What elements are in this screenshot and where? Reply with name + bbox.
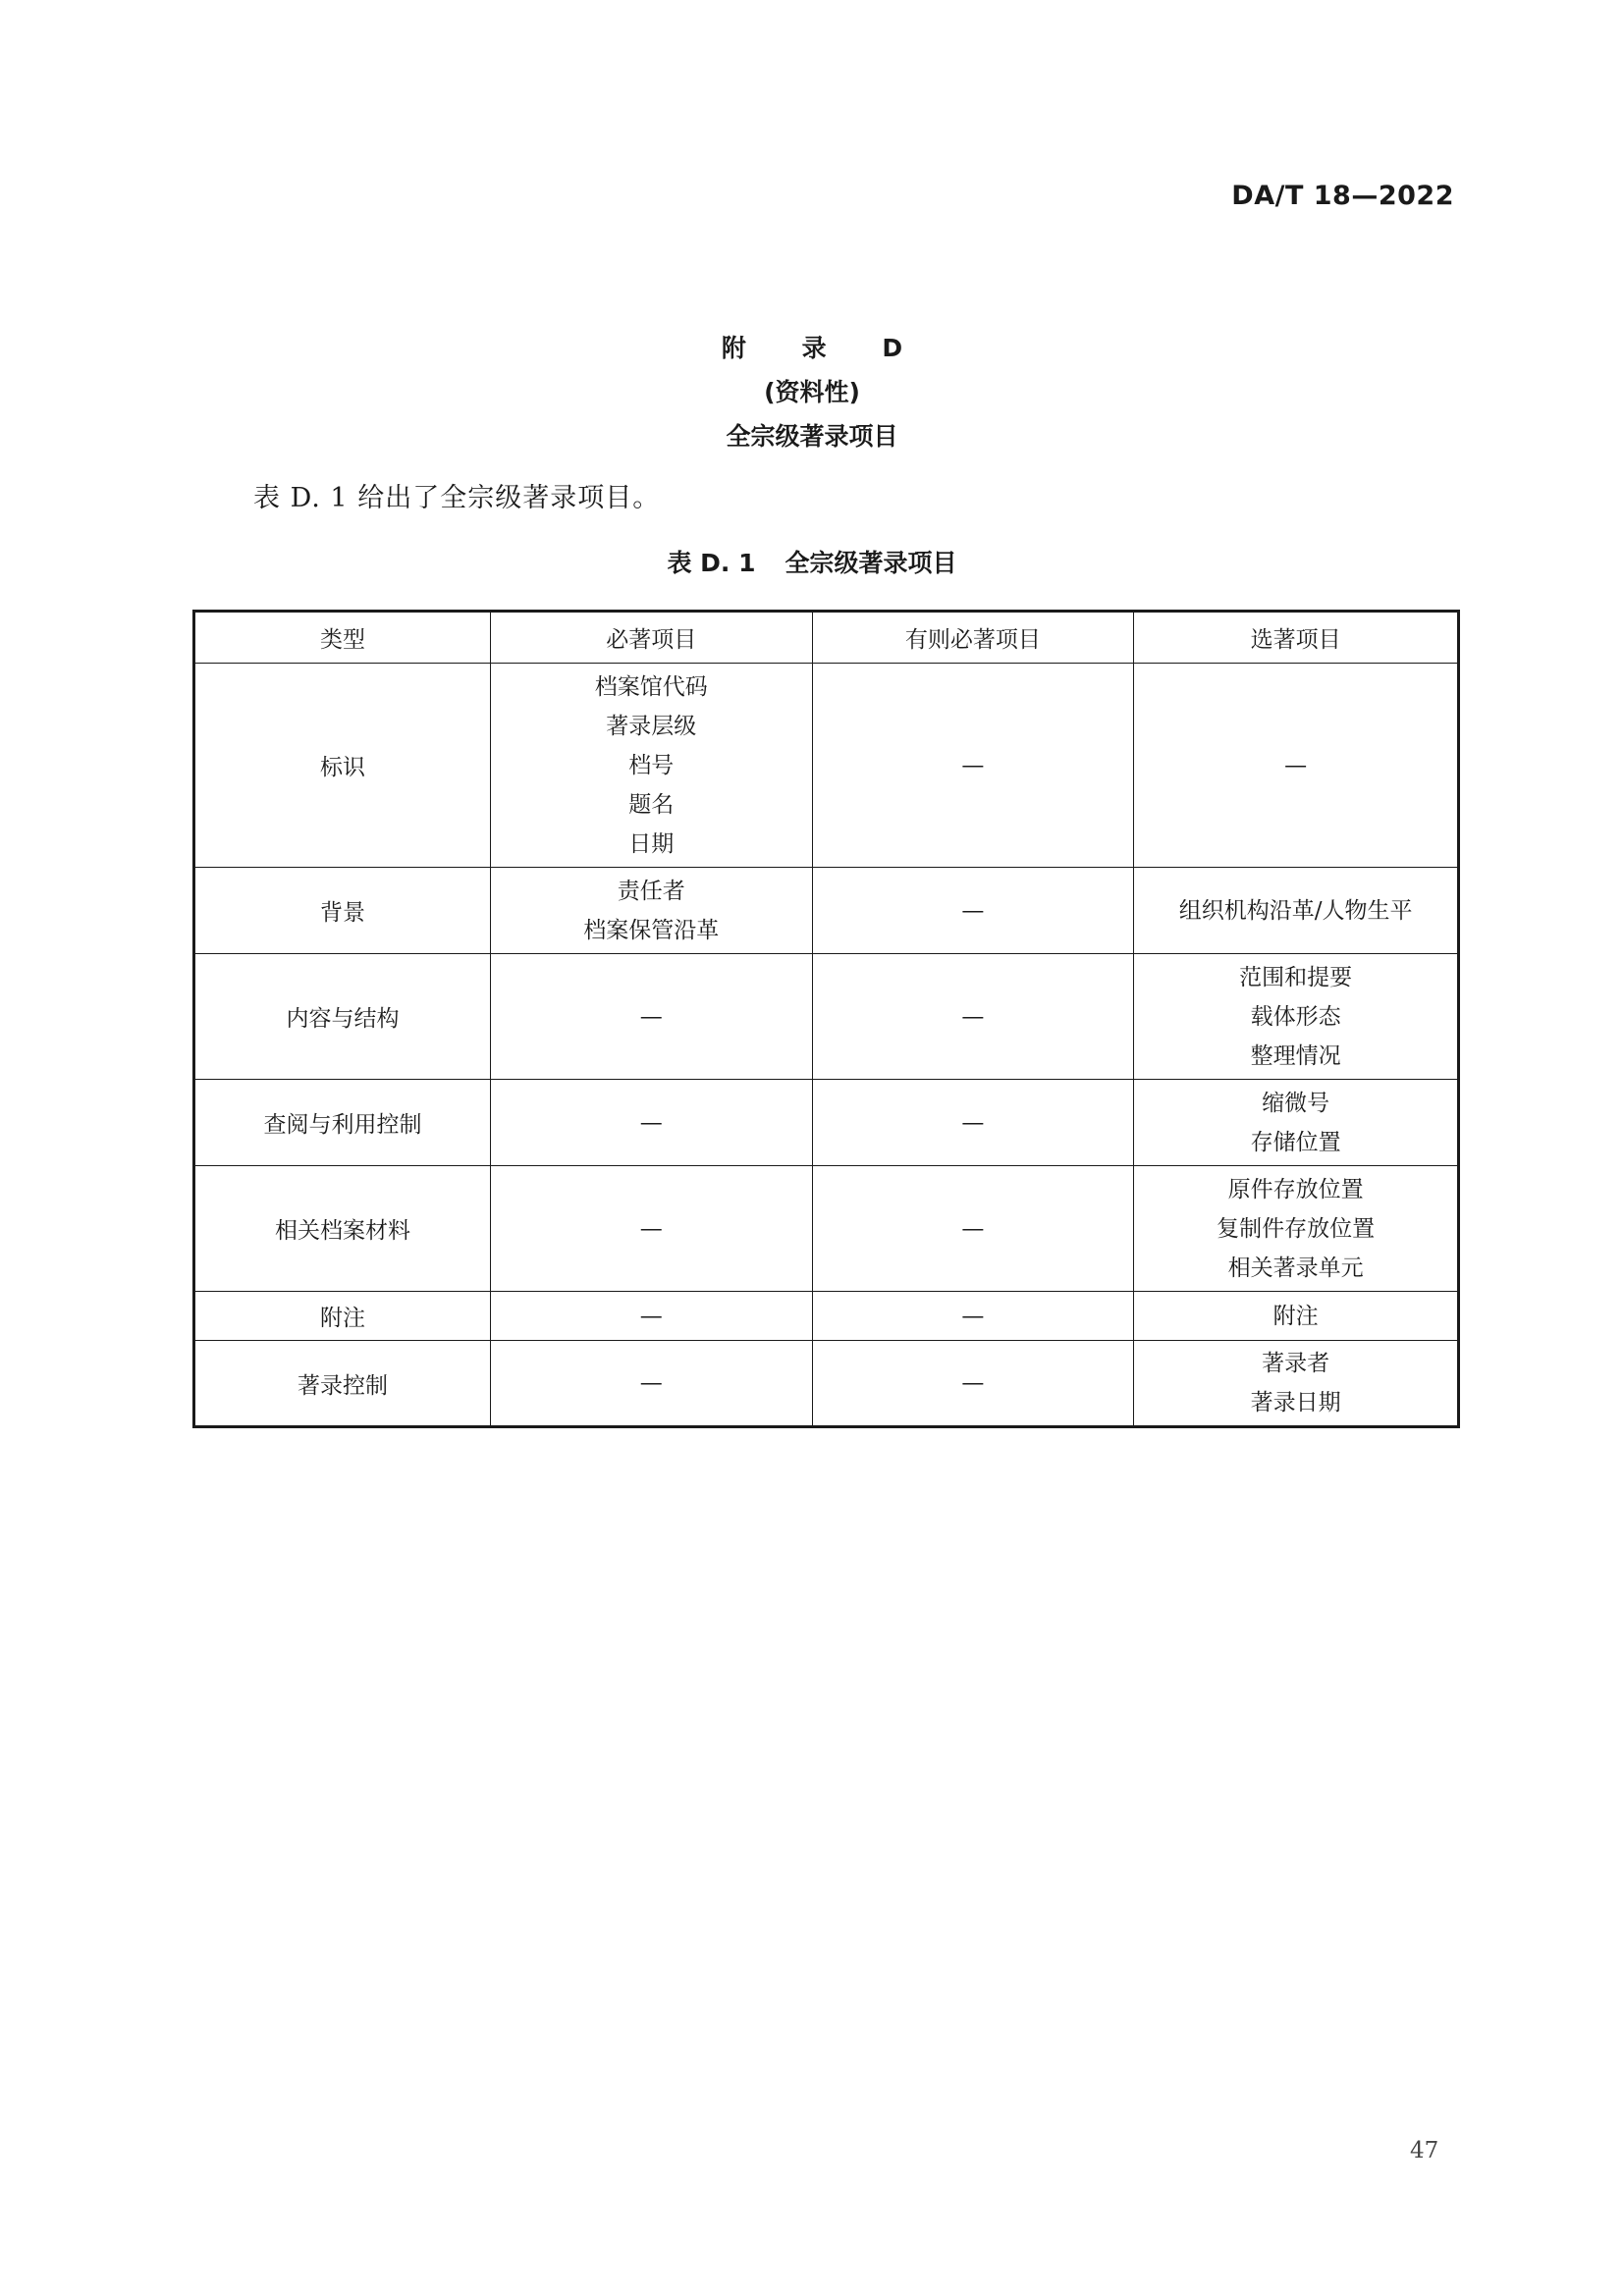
table-row (194, 868, 1459, 954)
cell-line: 缩微号 (1262, 1090, 1330, 1116)
table-row (194, 1292, 1459, 1341)
cell-line: 整理情况 (1250, 1042, 1341, 1069)
cell-line: — (639, 1003, 663, 1030)
cell-line: 责任者 (617, 878, 685, 904)
cell-line: — (961, 1370, 985, 1396)
cell-line: — (961, 1303, 985, 1329)
catalog-items-table (192, 610, 1460, 1428)
cell-line: 原件存放位置 (1227, 1176, 1364, 1202)
cell-type: 著录控制 (194, 1341, 491, 1427)
cell-line: 范围和提要 (1239, 964, 1353, 990)
cell-optional (1134, 1080, 1459, 1166)
cell-line: 档号 (628, 752, 675, 778)
cell-line: 组织机构沿革/人物生平 (1178, 897, 1413, 924)
cell-type: 相关档案材料 (194, 1166, 491, 1292)
cell-required (490, 1292, 812, 1341)
cell-required (490, 1080, 812, 1166)
cell-line: 日期 (628, 830, 675, 857)
cell-optional (1134, 954, 1459, 1080)
appendix-title-block (0, 326, 1624, 458)
table-caption-number: 表 D. 1 (667, 549, 756, 577)
column-header-conditional: 有则必著项目 (812, 612, 1134, 664)
cell-conditional (812, 954, 1134, 1080)
cell-line: 著录日期 (1250, 1390, 1341, 1415)
cell-line: 档案馆代码 (594, 673, 708, 700)
cell-required (490, 1166, 812, 1292)
cell-line: 附注 (1272, 1303, 1319, 1329)
table-row (194, 1080, 1459, 1166)
cell-line: — (1284, 752, 1308, 778)
table-body (194, 664, 1459, 1427)
column-header-required: 必著项目 (490, 612, 812, 664)
cell-line: 复制件存放位置 (1217, 1215, 1376, 1242)
table-row (194, 1166, 1459, 1292)
cell-type: 查阅与利用控制 (194, 1080, 491, 1166)
cell-conditional (812, 1166, 1134, 1292)
table-header-row (194, 612, 1459, 664)
table-caption-title: 全宗级著录项目 (785, 549, 957, 577)
cell-line: — (639, 1370, 663, 1396)
table-caption (0, 544, 1624, 579)
cell-type: 内容与结构 (194, 954, 491, 1080)
intro-paragraph: 表 D. 1 给出了全宗级著录项目。 (253, 483, 661, 513)
cell-required (490, 954, 812, 1080)
cell-line: — (961, 897, 985, 924)
cell-line: 著录层级 (606, 713, 697, 739)
cell-line: 题名 (628, 791, 675, 818)
cell-optional (1134, 1341, 1459, 1427)
cell-required (490, 868, 812, 954)
cell-conditional (812, 664, 1134, 868)
appendix-title: 附 录 D (721, 334, 927, 362)
column-header-optional: 选著项目 (1134, 612, 1459, 664)
cell-line: — (639, 1109, 663, 1136)
table-row (194, 1341, 1459, 1427)
cell-line: — (639, 1215, 663, 1242)
column-header-type: 类型 (194, 612, 491, 664)
cell-optional (1134, 664, 1459, 868)
table-row (194, 664, 1459, 868)
cell-line: 载体形态 (1250, 1003, 1341, 1030)
cell-line: 存储位置 (1250, 1129, 1341, 1155)
cell-optional (1134, 868, 1459, 954)
cell-optional (1134, 1292, 1459, 1341)
document-code: DA/T 18—2022 (1231, 181, 1454, 211)
cell-type: 附注 (194, 1292, 491, 1341)
cell-line: — (961, 1109, 985, 1136)
cell-type: 标识 (194, 664, 491, 868)
cell-conditional (812, 1080, 1134, 1166)
cell-conditional (812, 868, 1134, 954)
cell-type: 背景 (194, 868, 491, 954)
cell-conditional (812, 1292, 1134, 1341)
cell-line: 档案保管沿革 (583, 917, 720, 943)
cell-line: 著录者 (1262, 1351, 1330, 1376)
appendix-subtitle: (资料性) (764, 378, 860, 406)
cell-optional (1134, 1166, 1459, 1292)
page-number: 47 (1410, 2138, 1439, 2163)
cell-conditional (812, 1341, 1134, 1427)
cell-required (490, 1341, 812, 1427)
cell-line: — (961, 1003, 985, 1030)
cell-required (490, 664, 812, 868)
cell-line: — (961, 1215, 985, 1242)
table-row (194, 954, 1459, 1080)
cell-line: 相关著录单元 (1227, 1255, 1364, 1281)
cell-line: — (961, 752, 985, 778)
cell-line: — (639, 1303, 663, 1329)
appendix-heading: 全宗级著录项目 (726, 422, 898, 451)
